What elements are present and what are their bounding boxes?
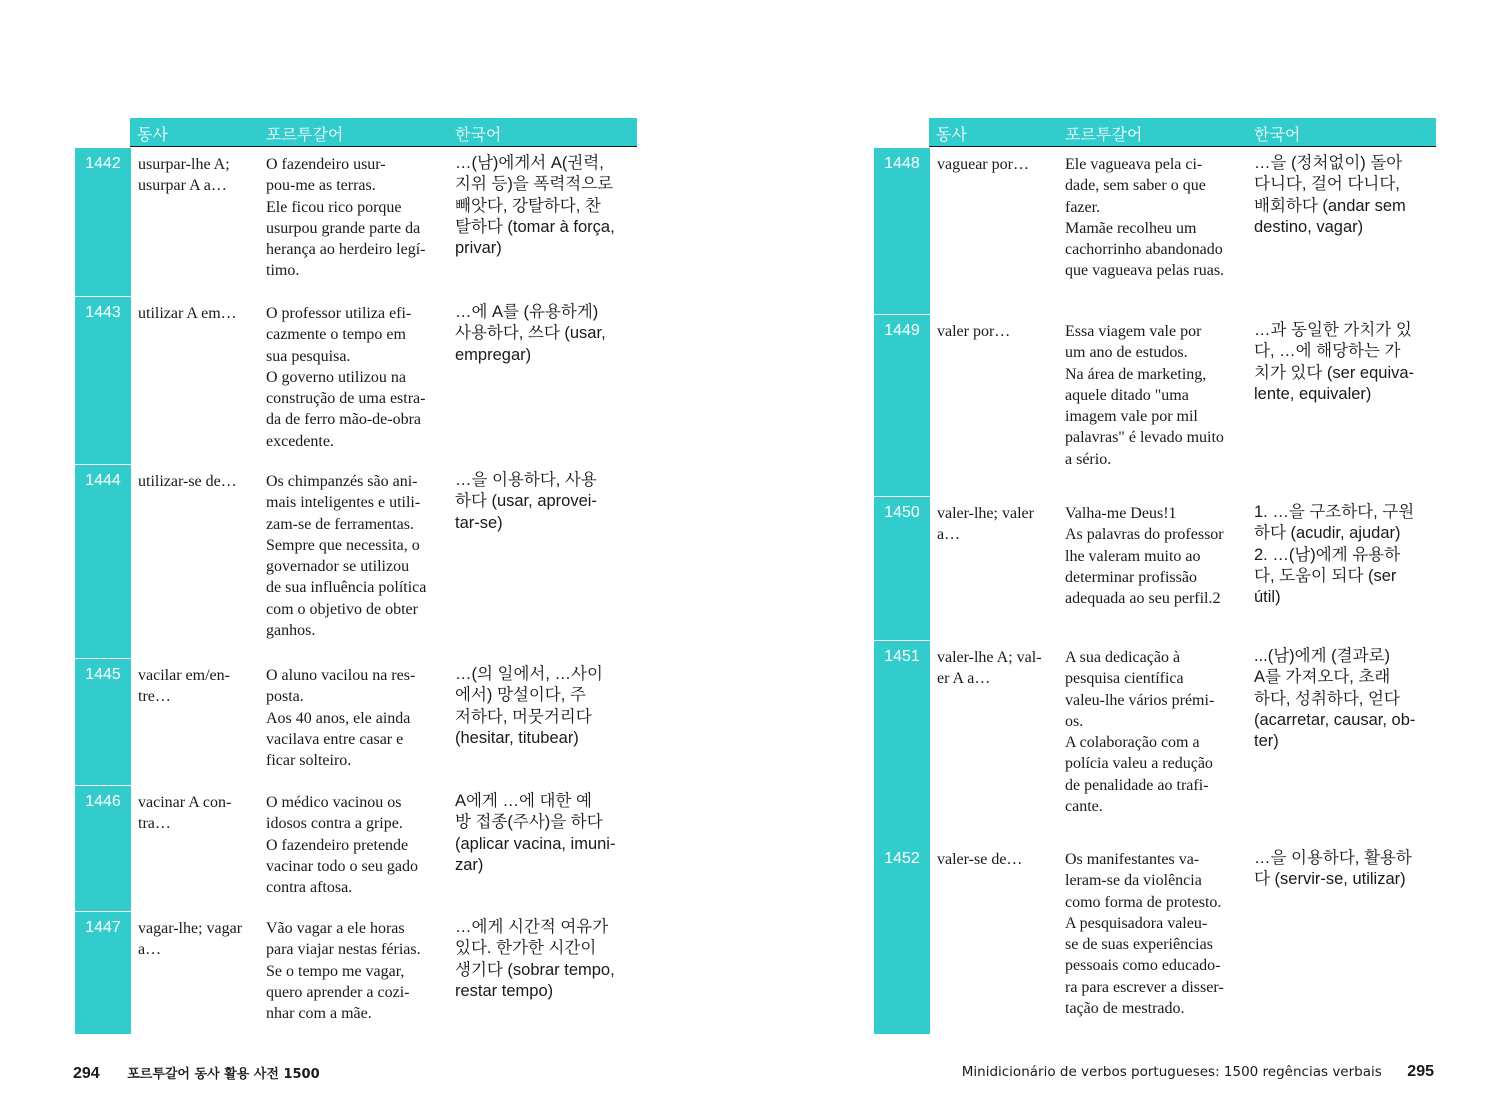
entry-verb: valer-se de… [937, 851, 1023, 868]
book-title-portuguese: Minidicionário de verbos portugueses: 1500 regências verbais [961, 1064, 1382, 1080]
entry-number: 1452 [874, 843, 930, 1034]
entry-example: O fazendeiro usur- pou-me as terras. Ele ficou rico porque usurpou grande parte da herança ao herdeiro legí- timo. [266, 156, 426, 280]
entry-number: 1447 [75, 912, 131, 1034]
entry-verb: utilizar-se de… [138, 473, 237, 490]
entry-1448 [874, 148, 1436, 314]
entry-korean: 1. …을 구조하다, 구원 하다 (acudir, ajudar) 2. …(남)에게 유용하 다, 도움이 되다 (ser útil) [1254, 503, 1415, 607]
entry-korean: …을 (정처없이) 돌아 다니다, 걸어 다니다, 배회하다 (andar sem destino, vagar) [1254, 154, 1406, 236]
entry-korean: A에게 …에 대한 예 방 접종(주사)을 하다 (aplicar vacina, imuni- zar) [455, 792, 616, 874]
book-title-korean: 포르투갈어 동사 활용 사전 1500 [127, 1067, 320, 1082]
entry-verb: valer-lhe; valer a… [937, 505, 1034, 544]
entry-number: 1451 [874, 641, 930, 843]
entry-korean: …(의 일에서, …사이 에서) 망설이다, 주 저하다, 머뭇거리다 (hesitar, titubear) [455, 665, 603, 747]
entry-example: Valha-me Deus!1 As palavras do professor lhe valeram muito ao determinar profissão adequada ao seu perfil.2 [1065, 505, 1224, 608]
header-verb: 동사 [936, 125, 967, 144]
entry-verb: vacinar A con- tra… [138, 794, 232, 833]
entry-verb: vagar-lhe; vagar a… [138, 920, 243, 959]
entry-example: Vão vagar a ele horas para viajar nestas férias. Se o tempo me vagar, quero aprender a cozi- nhar com a mãe. [266, 920, 421, 1023]
entry-example: Ele vagueava pela ci- dade, sem saber o que fazer. Mamãe recolheu um cachorrinho abandonado que vagueava pelas ruas. [1065, 156, 1225, 280]
entry-number: 1443 [75, 297, 131, 464]
entry-1451 [874, 641, 1436, 843]
entry-verb: usurpar-lhe A; usurpar A a… [138, 156, 230, 195]
table-header [929, 118, 1436, 147]
entry-example: O professor utiliza efi- cazmente o tempo em sua pesquisa. O governo utilizou na construção de uma estra- da de ferro mão-de-obra excedente. [266, 305, 426, 450]
entry-number: 1450 [874, 497, 930, 640]
entry-verb: vaguear por… [937, 156, 1029, 173]
entry-1450 [874, 497, 1436, 640]
entry-verb: utilizar A em… [138, 305, 237, 322]
entry-korean: …에 A를 (유용하게) 사용하다, 쓰다 (usar, empregar) [455, 303, 606, 364]
header-portuguese: 포르투갈어 [266, 125, 344, 144]
entry-number: 1449 [874, 315, 930, 496]
entry-number: 1442 [75, 148, 131, 296]
entry-number: 1445 [75, 659, 131, 785]
entry-korean: …을 이용하다, 활용하 다 (servir-se, utilizar) [1254, 849, 1412, 889]
entry-korean: …과 동일한 가치가 있 다, …에 해당하는 가 치가 있다 (ser equiva- lente, equivaler) [1254, 321, 1415, 403]
entry-verb: valer-lhe A; val- er A a… [937, 649, 1042, 688]
entry-korean: …을 이용하다, 사용 하다 (usar, aprovei- tar-se) [455, 471, 597, 532]
entry-example: Os chimpanzés são ani- mais inteligentes e utili- zam-se de ferramentas. Sempre que necessita, o governador se utilizou de sua influência política com o objetivo de obter ganhos. [266, 473, 427, 640]
page-number: 294 [73, 1065, 100, 1082]
page-number: 295 [1407, 1063, 1434, 1080]
header-verb: 동사 [137, 125, 168, 144]
header-korean: 한국어 [455, 125, 502, 144]
entry-example: Os manifestantes va- leram-se da violência como forma de protesto. A pesquisadora valeu- se de suas experiências pessoais como educado- ra para escrever a disser- tação de mestrado. [1065, 851, 1224, 1018]
entry-number: 1448 [874, 148, 930, 314]
entry-korean: …(남)에게서 A(권력, 지위 등)을 폭력적으로 빼앗다, 강탈하다, 찬 탈하다 (tomar à força, privar) [455, 154, 615, 258]
right-footer [962, 1063, 1434, 1081]
entry-example: O aluno vacilou na res- posta. Aos 40 anos, ele ainda vacilava entre casar e ficar solteiro. [266, 667, 416, 770]
entry-verb: vacilar em/en- tre… [138, 667, 230, 706]
entry-1452 [874, 843, 1436, 1034]
entry-example: A sua dedicação à pesquisa científica valeu-lhe vários prémi- os. A colaboração com a polícia valeu a redução de penalidade ao trafi- cante. [1065, 649, 1215, 816]
header-korean: 한국어 [1254, 125, 1301, 144]
entry-example: O médico vacinou os idosos contra a gripe. O fazendeiro pretende vacinar todo o seu gado contra aftosa. [266, 794, 418, 897]
entry-1449 [874, 315, 1436, 496]
entry-verb: valer por… [937, 323, 1011, 340]
header-portuguese: 포르투갈어 [1065, 125, 1143, 144]
entry-korean: ...(남)에게 (결과로) A를 가져오다, 초래 하다, 성취하다, 얻다 (acarretar, causar, ob- ter) [1254, 647, 1416, 751]
entry-example: Essa viagem vale por um ano de estudos. Na área de marketing, aquele ditado "uma imagem vale por mil palavras" é levado muito a sério. [1065, 323, 1224, 468]
entry-korean: …에게 시간적 여유가 있다. 한가한 시간이 생기다 (sobrar tempo, restar tempo) [455, 918, 615, 1000]
entry-number: 1446 [75, 786, 131, 911]
entry-number: 1444 [75, 465, 131, 658]
